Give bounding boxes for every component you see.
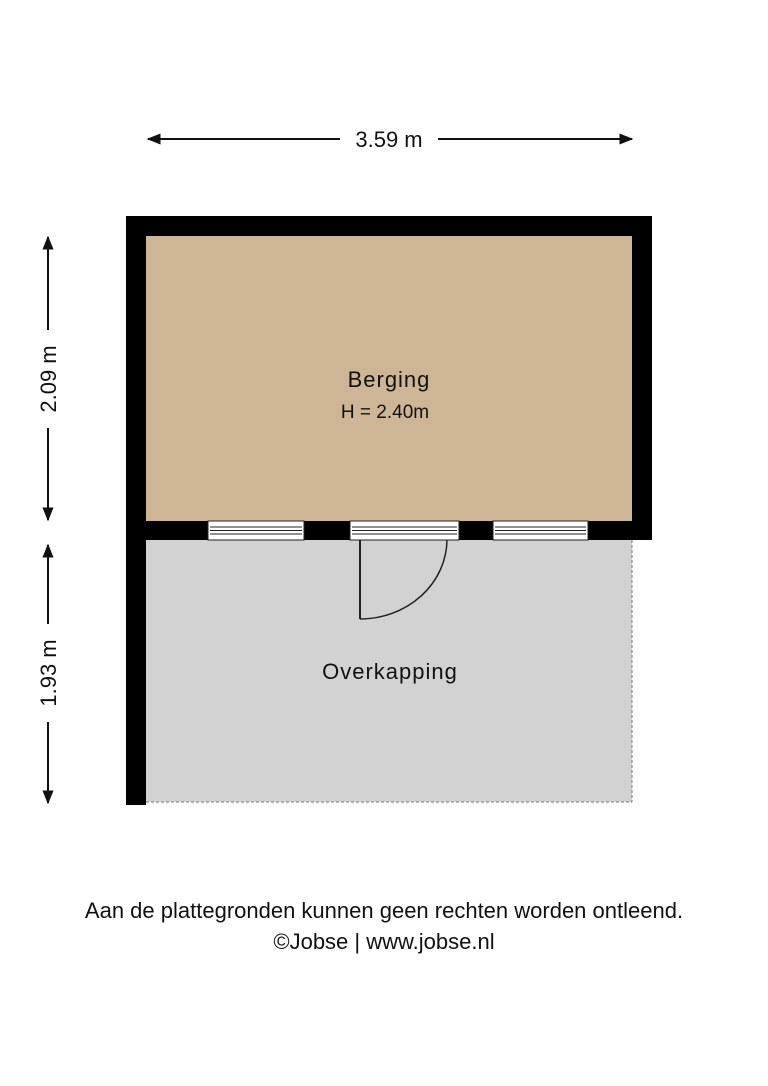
- wall-left: [126, 216, 146, 805]
- wall-front-segment: [588, 521, 632, 540]
- wall-front-segment: [459, 521, 493, 540]
- upper-depth-label: 2.09 m: [36, 345, 61, 413]
- lower-depth-label: 1.93 m: [36, 639, 61, 707]
- width-dimension: [148, 127, 632, 152]
- storage-room-label: Berging: [347, 367, 431, 392]
- upper-depth-dimension: [36, 237, 61, 520]
- width-label: 3.59 m: [355, 127, 423, 152]
- storage-room-height: H = 2.40m: [340, 402, 430, 423]
- wall-front-segment: [304, 521, 350, 540]
- wall-top: [126, 216, 652, 236]
- lower-depth-dimension: [36, 545, 61, 803]
- disclaimer-text: Aan de plattegronden kunnen geen rechten worden ontleend.: [84, 898, 684, 923]
- canopy-room-label: Overkapping: [322, 659, 458, 684]
- window-right: [493, 521, 588, 540]
- credit-text: ©Jobse | www.jobse.nl: [273, 929, 495, 954]
- wall-front-segment: [146, 521, 208, 540]
- window-left: [208, 521, 304, 540]
- door-leaf: [359, 540, 361, 619]
- wall-right: [632, 216, 652, 540]
